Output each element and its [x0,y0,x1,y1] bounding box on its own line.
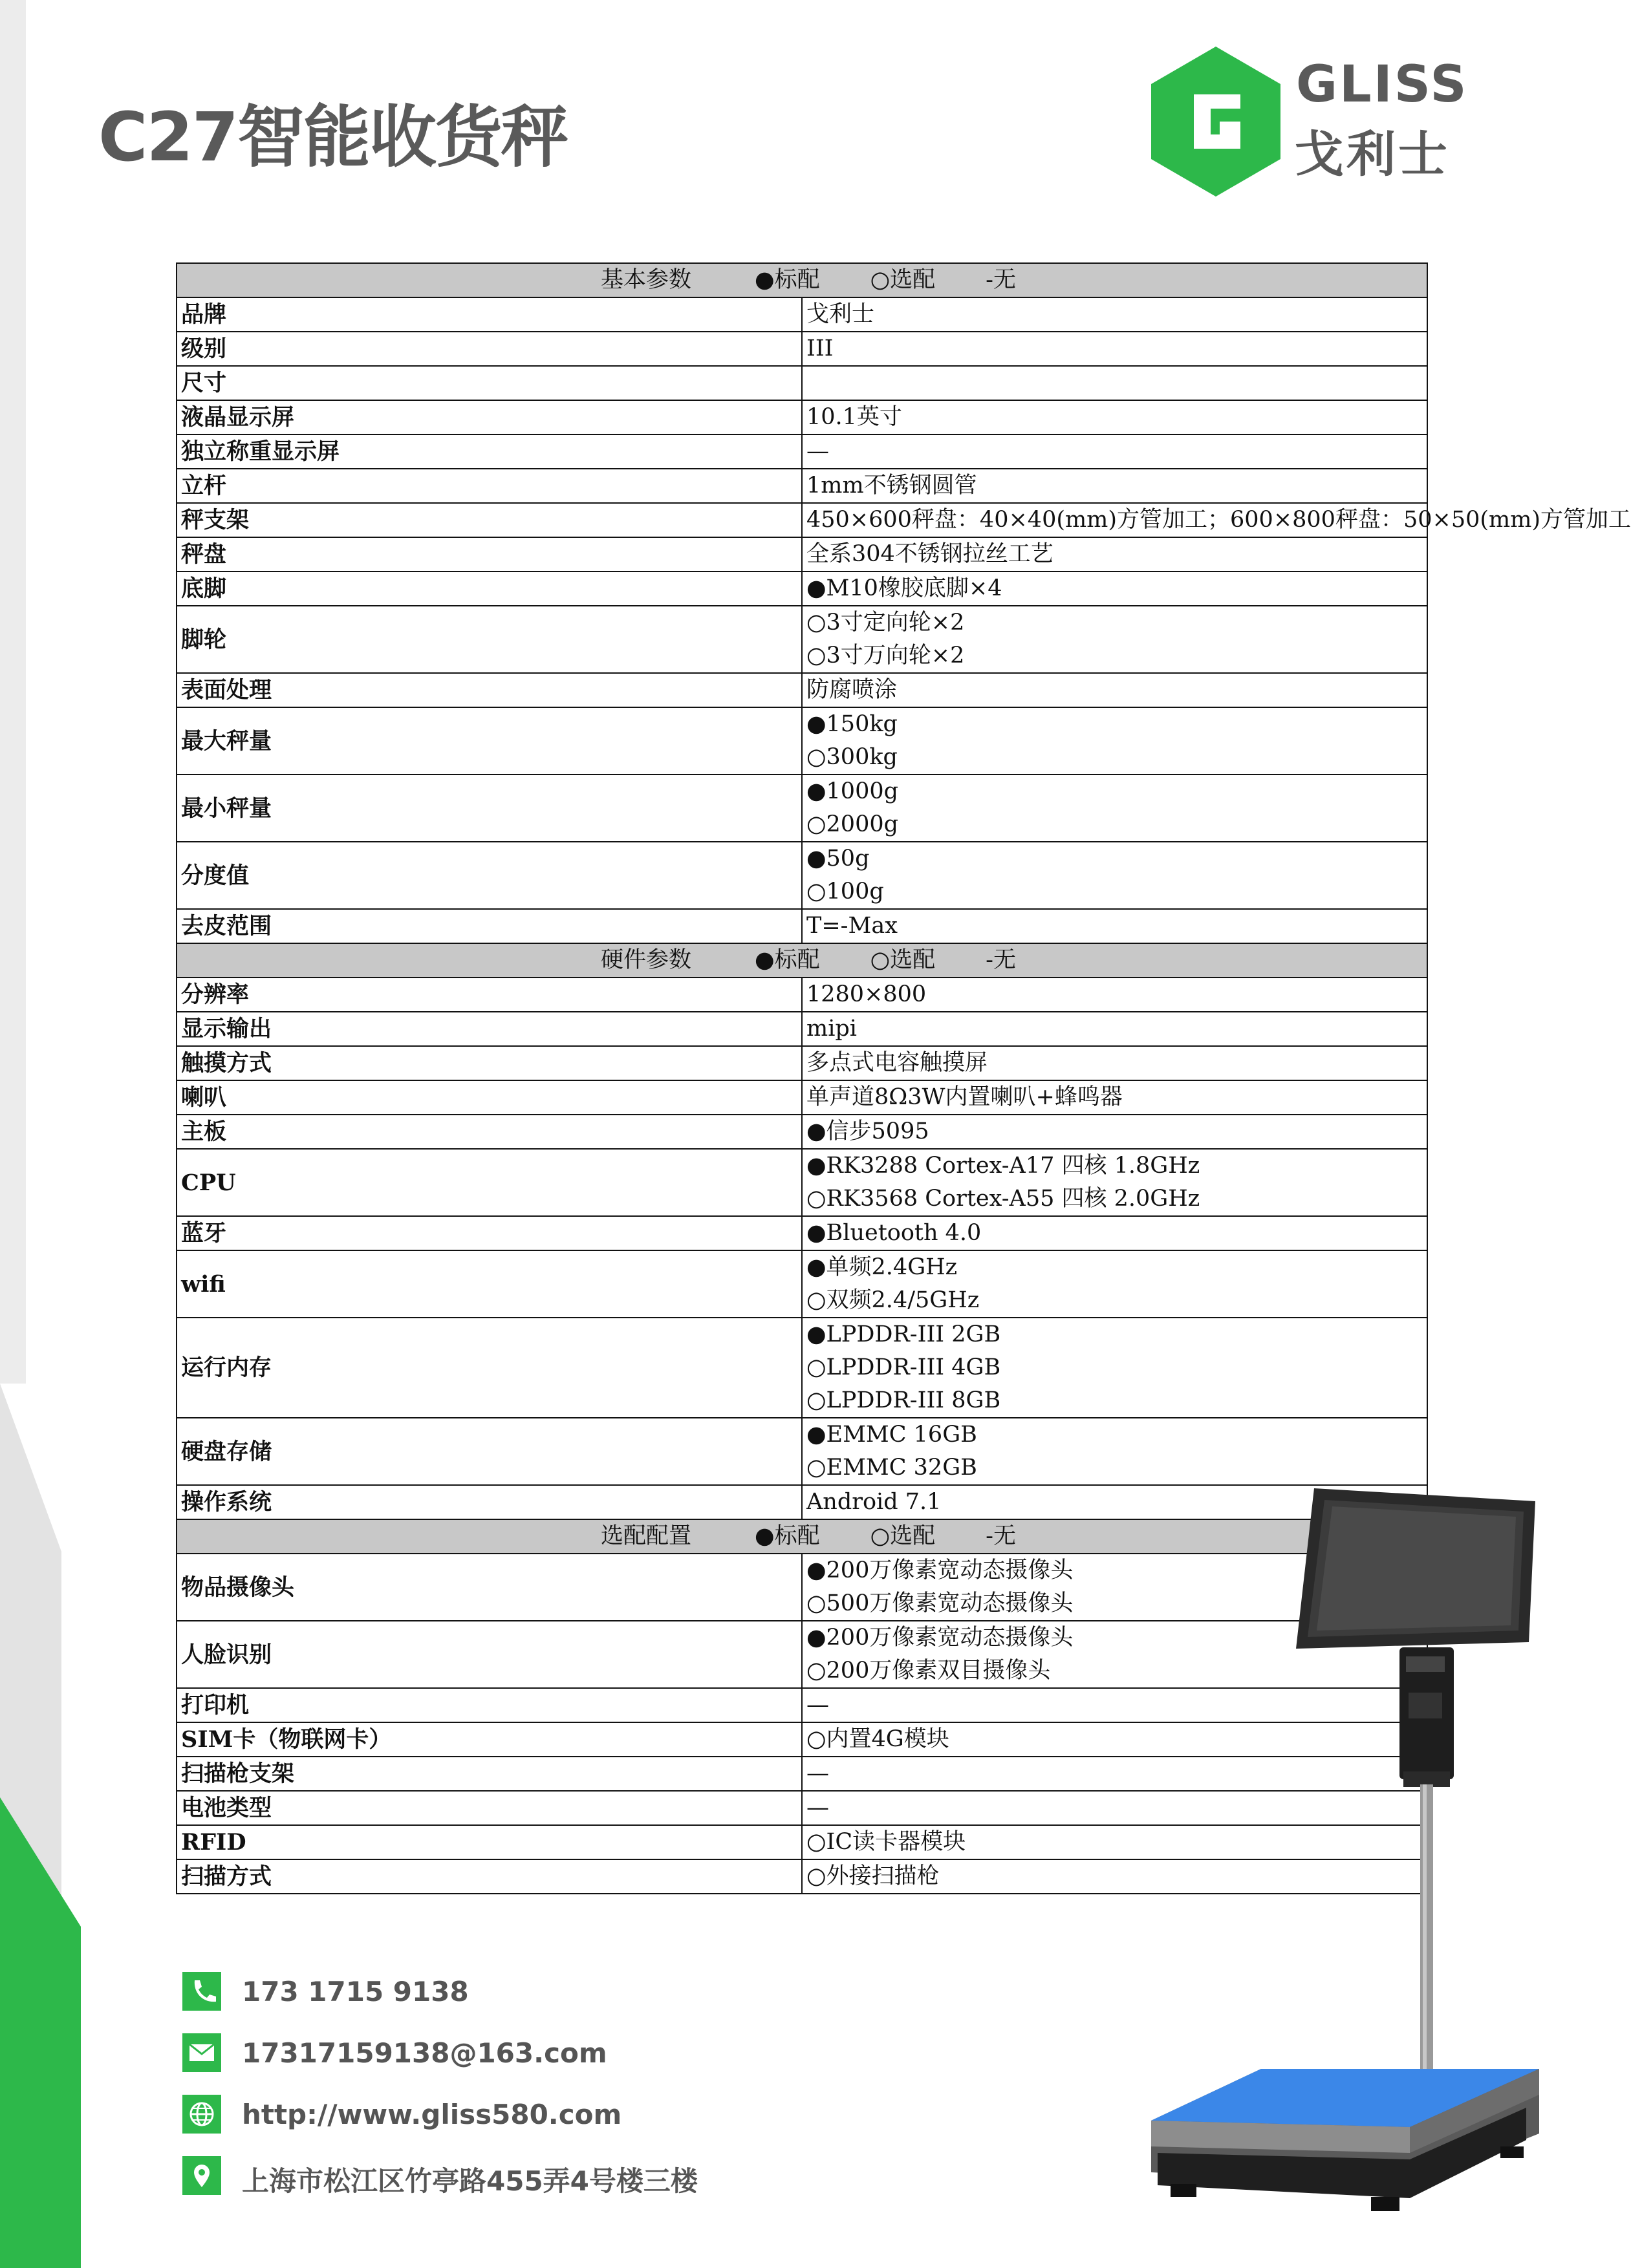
spec-label: 品牌 [177,297,802,332]
contact-phone [182,1972,829,2013]
spec-value [802,606,1427,673]
spec-label: 电池类型 [177,1791,802,1825]
legend-item: ●标配 [755,267,820,293]
spec-value-line: — [806,438,829,464]
table-row [177,332,1427,366]
spec-value [802,1115,1427,1149]
spec-value [802,434,1427,469]
spec-value-line: 多点式电容触摸屏 [806,1050,988,1076]
table-row [177,1216,1427,1250]
spec-value-line: 1mm不锈钢圆管 [806,473,977,498]
legend-item: ○选配 [870,267,936,293]
spec-value [802,572,1427,606]
mail-icon [182,2033,221,2072]
spec-value [802,1216,1427,1250]
spec-value-line: ●RK3288 Cortex-A17 四核 1.8GHz [806,1153,1200,1179]
spec-label: 秤支架 [177,503,802,537]
spec-label: 最大秤量 [177,707,802,775]
table-row [177,469,1427,503]
spec-value [802,297,1427,332]
spec-label: 最小秤量 [177,775,802,842]
spec-value [802,1080,1427,1115]
spec-value-line: ●1000g [806,778,899,804]
spec-value-line: ○200万像素双目摄像头 [806,1658,1051,1684]
spec-label: RFID [177,1825,802,1859]
decor-wedge-green [0,1797,81,2268]
contact-address-text: 上海市松江区竹亭路455弄4号楼三楼 [242,2165,698,2197]
product-image-scale [1138,1487,1552,2250]
spec-label: 人脸识别 [177,1621,802,1688]
spec-value [802,1012,1427,1046]
section-title: 基本参数 [601,267,692,293]
spec-label: 分辨率 [177,978,802,1012]
spec-value-line: 全系304不锈钢拉丝工艺 [806,541,1053,567]
spec-value-line: ●200万像素宽动态摄像头 [806,1557,1074,1583]
spec-value-line: 450×600秤盘：40×40(mm)方管加工；600×800秤盘：50×50(mm)方管加工 [806,507,1631,533]
spec-value-line: ●200万像素宽动态摄像头 [806,1625,1074,1651]
table-row [177,673,1427,707]
spec-value [802,332,1427,366]
spec-value [802,775,1427,842]
table-row [177,1046,1427,1080]
table-row [177,297,1427,332]
section-header [177,263,1427,297]
brand-name-en: GLISS [1296,56,1469,114]
contact-website-link[interactable]: http://www.gliss580.com [242,2099,622,2130]
table-row [177,1318,1427,1418]
location-pin-icon [182,2156,221,2195]
table-row [177,1250,1427,1318]
phone-icon [182,1972,221,2011]
spec-value-line: ○300kg [806,744,898,770]
spec-value-line: ●150kg [806,711,898,737]
spec-value-line: — [806,1795,829,1821]
page-title: C27智能收货秤 [98,98,568,177]
spec-value-line: ○IC读卡器模块 [806,1829,966,1855]
legend-item: ●标配 [755,1523,820,1549]
table-row [177,978,1427,1012]
spec-value-line: ●信步5095 [806,1118,929,1144]
spec-label: 底脚 [177,572,802,606]
table-row [177,434,1427,469]
spec-label: 喇叭 [177,1080,802,1115]
spec-value-line: ○2000g [806,811,899,837]
section-header-row [177,943,1427,978]
spec-value [802,909,1427,943]
spec-value [802,1149,1427,1216]
spec-value-line: 戈利士 [806,301,875,327]
table-row [177,366,1427,400]
spec-value [802,1418,1427,1485]
spec-value-line: ○500万像素宽动态摄像头 [806,1590,1074,1616]
spec-value-line: ●50g [806,846,870,872]
spec-label: 扫描枪支架 [177,1757,802,1791]
table-row [177,537,1427,572]
spec-value-line: ●Bluetooth 4.0 [806,1220,982,1246]
table-row [177,1418,1427,1485]
spec-value-line: ○内置4G模块 [806,1726,949,1752]
spec-value [802,503,1631,537]
spec-label: 秤盘 [177,537,802,572]
spec-label: 去皮范围 [177,909,802,943]
spec-value [802,1250,1427,1318]
table-row [177,1080,1427,1115]
spec-value-line: ●LPDDR-III 2GB [806,1321,1001,1347]
section-header-row [177,263,1427,297]
table-row [177,572,1427,606]
spec-label: 尺寸 [177,366,802,400]
table-row [177,842,1427,909]
spec-label: SIM卡（物联网卡） [177,1722,802,1757]
spec-value [802,537,1427,572]
spec-value [802,673,1427,707]
spec-value [802,400,1427,434]
globe-icon [182,2095,221,2134]
spec-value-line: ○EMMC 32GB [806,1455,977,1481]
contact-email [182,2033,829,2075]
table-row [177,909,1427,943]
contact-address [182,2156,829,2198]
decor-strip-grey [0,0,26,1384]
legend-item: -无 [986,1523,1016,1549]
spec-value-line: T=-Max [806,913,898,939]
table-row [177,503,1427,537]
table-row [177,1149,1427,1216]
spec-label: 操作系统 [177,1485,802,1519]
spec-label: 触摸方式 [177,1046,802,1080]
spec-label: 表面处理 [177,673,802,707]
contact-website[interactable] [182,2095,829,2136]
spec-value [802,366,1427,400]
spec-value-line: 单声道8Ω3W内置喇叭+蜂鸣器 [806,1084,1123,1110]
spec-value-line: ●单频2.4GHz [806,1254,958,1280]
spec-label: 打印机 [177,1688,802,1722]
spec-label: 脚轮 [177,606,802,673]
contact-phone-text: 173 1715 9138 [242,1976,469,2007]
spec-label: 物品摄像头 [177,1554,802,1621]
brand-logo [1143,44,1467,199]
spec-label: 蓝牙 [177,1216,802,1250]
table-row [177,775,1427,842]
spec-label: CPU [177,1149,802,1216]
spec-value [802,978,1427,1012]
spec-value-line: ○RK3568 Cortex-A55 四核 2.0GHz [806,1186,1200,1212]
spec-label: 显示输出 [177,1012,802,1046]
spec-value-line: ○双频2.4/5GHz [806,1287,980,1313]
spec-value-line: III [806,336,834,361]
brand-logo-mark [1143,44,1288,199]
spec-value [802,1046,1427,1080]
contact-email-text: 17317159138@163.com [242,2037,607,2069]
spec-value-line: ○LPDDR-III 8GB [806,1387,1001,1413]
spec-value [802,707,1427,775]
legend-item: ○选配 [870,947,936,973]
spec-value-line: 1280×800 [806,981,927,1007]
legend-item: ●标配 [755,947,820,973]
section-header [177,943,1427,978]
spec-value-line: ○LPDDR-III 4GB [806,1354,1001,1380]
spec-value-line: 10.1英寸 [806,404,902,430]
section-title: 硬件参数 [601,947,692,973]
legend-item: -无 [986,267,1016,293]
spec-value-line: ●EMMC 16GB [806,1422,977,1448]
spec-value-line: ●M10橡胶底脚×4 [806,575,1002,601]
spec-value [802,842,1427,909]
table-row [177,707,1427,775]
spec-label: 立杆 [177,469,802,503]
spec-label: 运行内存 [177,1318,802,1418]
table-row [177,400,1427,434]
spec-label: 分度值 [177,842,802,909]
spec-label: 级别 [177,332,802,366]
spec-label: 主板 [177,1115,802,1149]
spec-value-line: ○100g [806,879,884,904]
spec-value-line: ○3寸定向轮×2 [806,610,965,636]
spec-label: wifi [177,1250,802,1318]
table-row [177,1012,1427,1046]
spec-value-line: 防腐喷涂 [806,677,898,703]
table-row [177,606,1427,673]
brand-name-cn: 戈利士 [1295,125,1450,183]
spec-value-line: — [806,1692,829,1718]
spec-value-line: — [806,1760,829,1786]
legend-item: ○选配 [870,1523,936,1549]
spec-value-line: Android 7.1 [806,1489,942,1515]
spec-value-line: ○外接扫描枪 [806,1863,940,1889]
table-row [177,1115,1427,1149]
spec-value-line [806,367,1423,400]
section-title: 选配配置 [601,1523,692,1549]
spec-label: 独立称重显示屏 [177,434,802,469]
spec-value [802,469,1427,503]
spec-value-line: ○3寸万向轮×2 [806,643,965,669]
legend-item: -无 [986,947,1016,973]
spec-label: 扫描方式 [177,1859,802,1894]
spec-label: 液晶显示屏 [177,400,802,434]
spec-label: 硬盘存储 [177,1418,802,1485]
spec-value-line: mipi [806,1016,857,1042]
spec-value [802,1318,1427,1418]
